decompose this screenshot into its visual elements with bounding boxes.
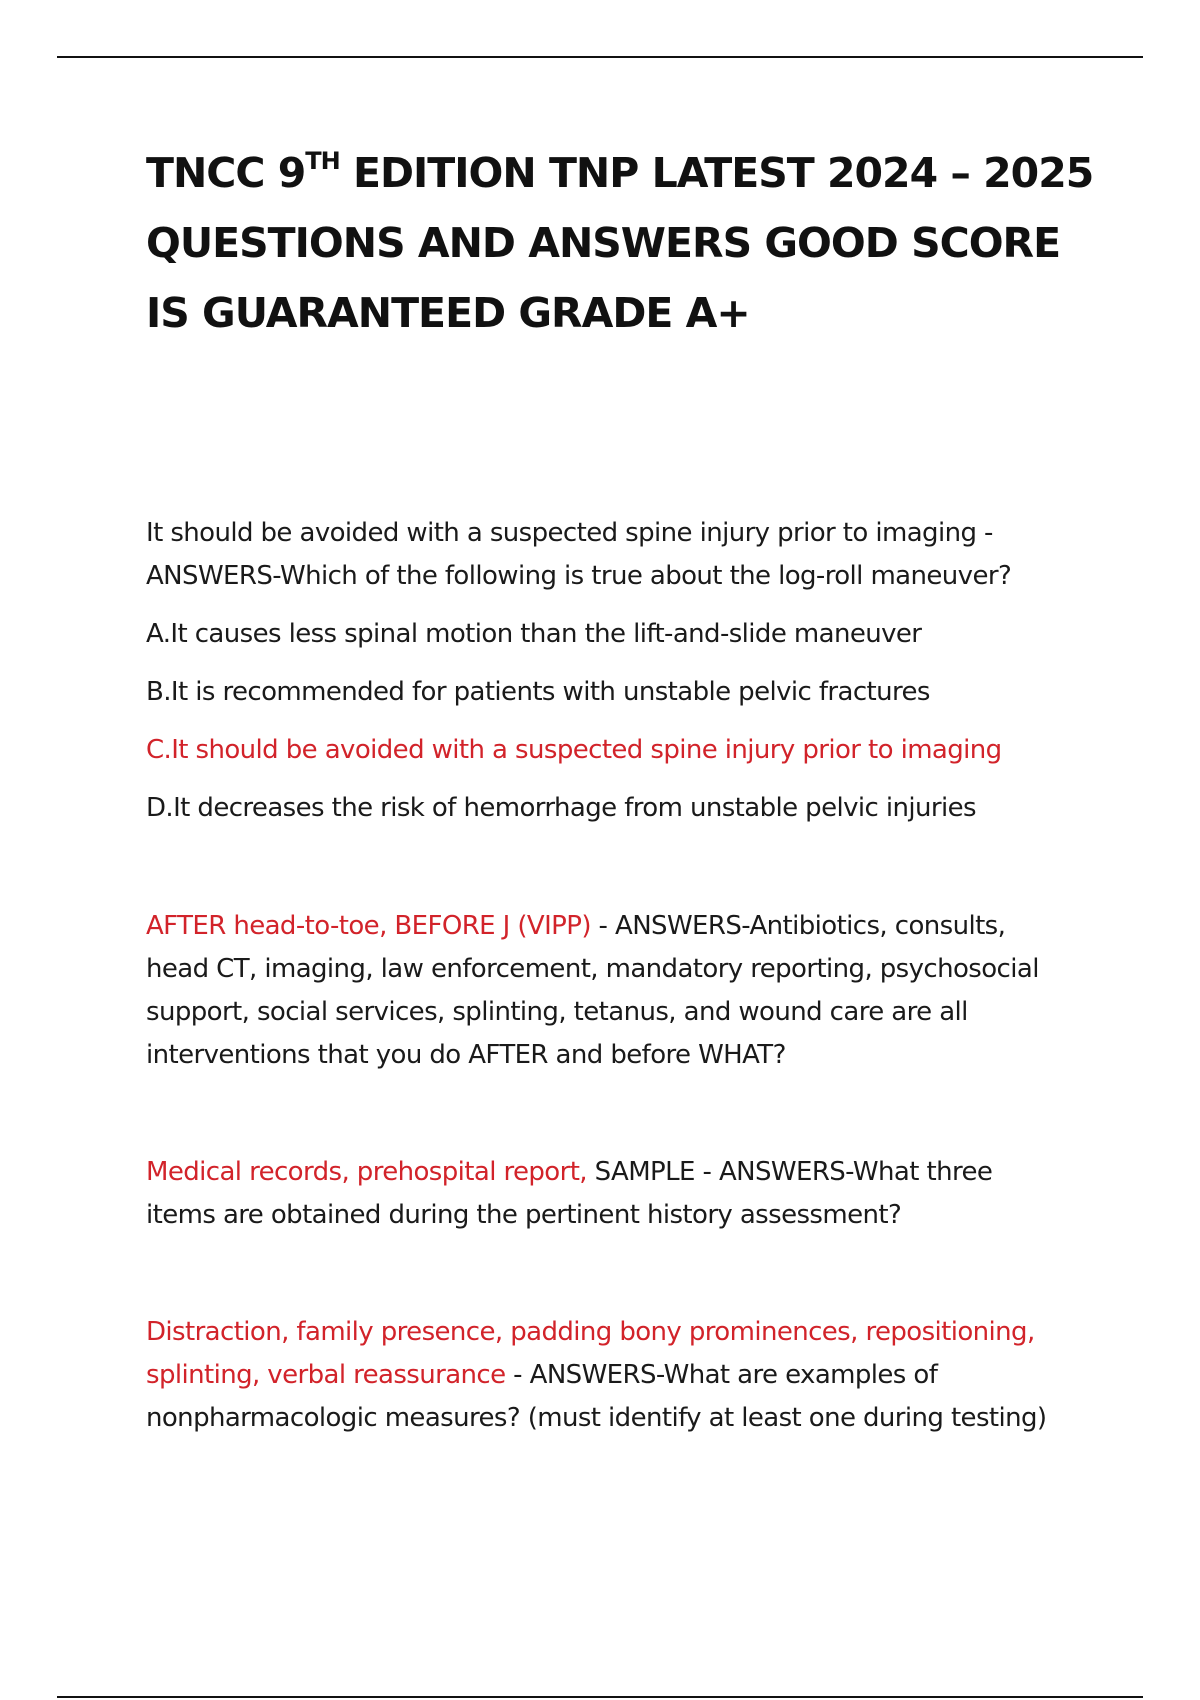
entry-2-line-4: interventions that you do AFTER and before WHAT? bbox=[146, 1040, 786, 1070]
entry-4-answer-line-2: splinting, verbal reassurance bbox=[146, 1360, 506, 1390]
title-part-2: EDITION TNP LATEST 2024 – 2025 bbox=[339, 149, 1094, 197]
entry-1-answer: It should be avoided with a suspected spine injury prior to imaging - bbox=[146, 518, 993, 548]
entry-1-option-d: D.It decreases the risk of hemorrhage from unstable pelvic injuries bbox=[146, 793, 976, 823]
entry-2-line-2: head CT, imaging, law enforcement, mandatory reporting, psychosocial bbox=[146, 954, 1039, 984]
entry-4-line-2-rest: - ANSWERS-What are examples of bbox=[505, 1360, 938, 1390]
entry-2-answer: AFTER head-to-toe, BEFORE J (VIPP) bbox=[146, 911, 591, 941]
entry-1-option-b: B.It is recommended for patients with unstable pelvic fractures bbox=[146, 677, 930, 707]
entry-3-line-1-rest: SAMPLE - ANSWERS-What three bbox=[586, 1157, 993, 1187]
title-line-3: IS GUARANTEED GRADE A+ bbox=[146, 289, 750, 337]
entry-2-line-1 bbox=[146, 905, 1106, 948]
entry-3-line-1 bbox=[146, 1151, 1106, 1194]
entry-4-line-3: nonpharmacologic measures? (must identify at least one during testing) bbox=[146, 1403, 1047, 1433]
entry-4-answer-line-1: Distraction, family presence, padding bony prominences, repositioning, bbox=[146, 1317, 1035, 1347]
entry-2-line-1-rest: - ANSWERS-Antibiotics, consults, bbox=[590, 911, 1006, 941]
top-rule bbox=[57, 56, 1143, 58]
entry-1-option-c-correct: C.It should be avoided with a suspected spine injury prior to imaging bbox=[146, 735, 1002, 765]
entry-1-question-line bbox=[146, 555, 1106, 598]
bottom-rule bbox=[57, 1696, 1143, 1698]
title-part-1: TNCC 9 bbox=[146, 149, 306, 197]
entry-1-answer-line bbox=[146, 512, 1106, 555]
entry-3-answer: Medical records, prehospital report, bbox=[146, 1157, 587, 1187]
entry-2-line-3: support, social services, splinting, tetanus, and wound care are all bbox=[146, 997, 968, 1027]
entry-1-option-a: A.It causes less spinal motion than the lift-and-slide maneuver bbox=[146, 619, 922, 649]
title-superscript: TH bbox=[305, 147, 340, 175]
title-line-2: QUESTIONS AND ANSWERS GOOD SCORE bbox=[146, 219, 1061, 267]
document-title bbox=[146, 138, 1106, 348]
entry-3-line-2: items are obtained during the pertinent history assessment? bbox=[146, 1200, 902, 1230]
entry-1-question: ANSWERS-Which of the following is true about the log-roll maneuver? bbox=[146, 561, 1012, 591]
entry-4-line-2 bbox=[146, 1354, 1106, 1397]
